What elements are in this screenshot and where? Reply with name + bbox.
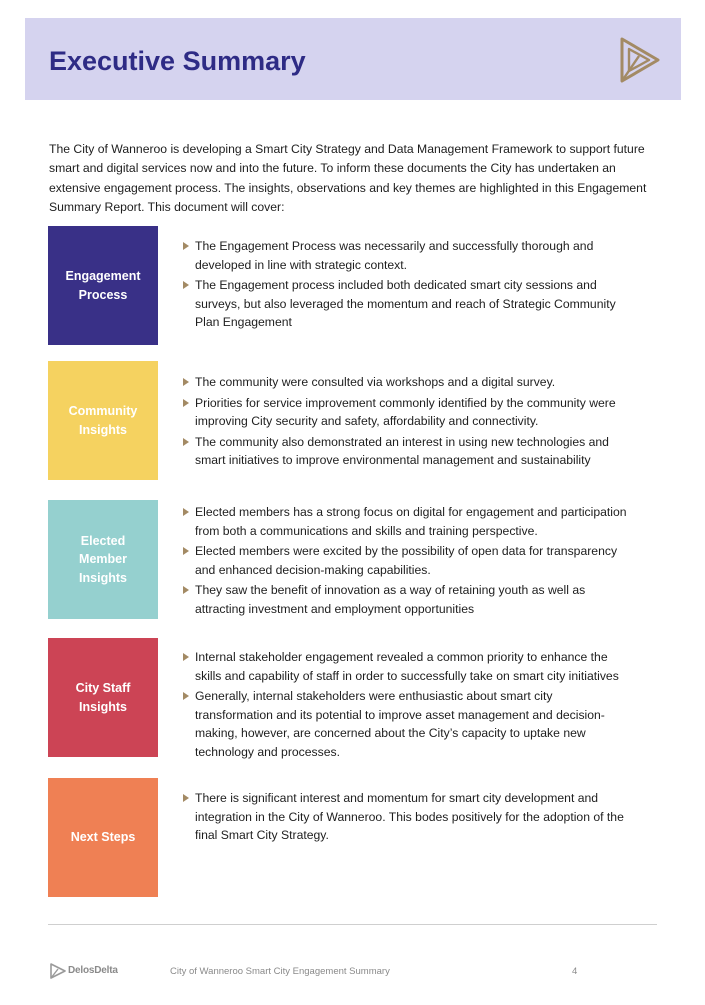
bullet-list [183, 648, 633, 764]
triangle-bullet-icon [183, 547, 189, 555]
bullet-item: Generally, internal stakeholders were enthusiastic about smart city transformation and its potential to improve asset management and decision-making, however, are concerned about the City’s capacity to uptake new technology and processes. [183, 687, 633, 761]
delos-delta-logo-icon [619, 37, 661, 83]
section-label: Next Steps [70, 830, 136, 845]
triangle-bullet-icon [183, 281, 189, 289]
bullet-item: The Engagement process included both dedicated smart city sessions and surveys, but also leveraged the momentum and reach of Strategic Community Plan Engagement [183, 276, 633, 332]
section-label-box [48, 778, 158, 897]
page-header [25, 18, 681, 100]
triangle-bullet-icon [183, 399, 189, 407]
bullet-item: Priorities for service improvement commonly identified by the community were improving City security and safety, affordability and connectivity. [183, 394, 633, 431]
triangle-bullet-icon [183, 586, 189, 594]
bullet-list [183, 789, 633, 847]
bullet-list [183, 503, 633, 621]
bullet-item: Elected members were excited by the possibility of open data for transparency and enhanced decision-making capabilities. [183, 542, 633, 579]
page-title: Executive Summary [49, 46, 306, 76]
triangle-bullet-icon [183, 653, 189, 661]
delos-delta-footer-logo-icon [50, 963, 66, 979]
footer-brand: DelosDelta [68, 965, 118, 976]
triangle-bullet-icon [183, 692, 189, 700]
section-label-box [48, 638, 158, 757]
bullet-item: They saw the benefit of innovation as a way of retaining youth as well as attracting investment and employment opportunities [183, 581, 633, 618]
bullet-list [183, 373, 633, 472]
section-label-box [48, 226, 158, 345]
triangle-bullet-icon [183, 378, 189, 386]
bullet-item: Internal stakeholder engagement revealed a common priority to enhance the skills and capability of staff in order to successfully take on smart city initiatives [183, 648, 633, 685]
bullet-list [183, 237, 633, 334]
triangle-bullet-icon [183, 242, 189, 250]
section-label: Elected Member Insights [79, 533, 127, 585]
triangle-bullet-icon [183, 794, 189, 802]
section-label: Engagement Process [65, 269, 141, 302]
page-number: 4 [572, 966, 578, 977]
section-label: Community Insights [68, 404, 138, 437]
section-label: City Staff Insights [75, 681, 131, 714]
bullet-item: The community also demonstrated an interest in using new technologies and smart initiatives to improve environmental management and sustainability [183, 433, 633, 470]
bullet-item: The Engagement Process was necessarily and successfully thorough and developed in line with strategic context. [183, 237, 633, 274]
bullet-item: There is significant interest and momentum for smart city development and integration in the City of Wanneroo. This bodes positively for the adoption of the final Smart City Strategy. [183, 789, 633, 845]
section-label-box [48, 500, 158, 619]
footer-document-title: City of Wanneroo Smart City Engagement Summary [170, 966, 390, 977]
section-label-box [48, 361, 158, 480]
footer-divider [48, 924, 657, 925]
triangle-bullet-icon [183, 438, 189, 446]
bullet-item: Elected members has a strong focus on digital for engagement and participation from both a communications and skills and training perspective. [183, 503, 633, 540]
bullet-item: The community were consulted via workshops and a digital survey. [183, 373, 633, 392]
triangle-bullet-icon [183, 508, 189, 516]
intro-paragraph: The City of Wanneroo is developing a Smart City Strategy and Data Management Framework to support future smart and digital services now and into the future. To inform these documents the City has undertaken an extensive engagement process. The insights, observations and key themes are highlighted in this Engagement Summary Report. This document will cover: [49, 142, 647, 214]
